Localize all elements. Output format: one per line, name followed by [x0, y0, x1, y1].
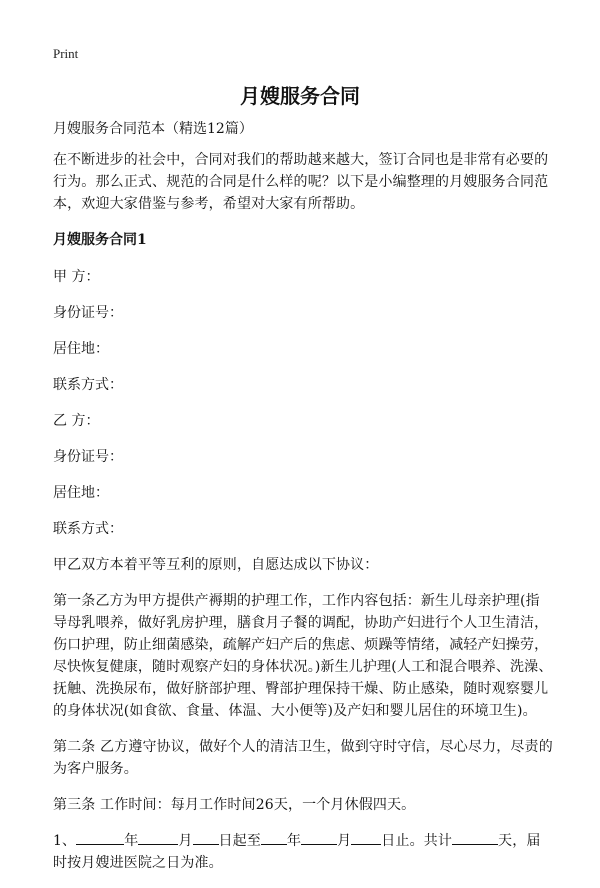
day-blank-1 [193, 830, 219, 845]
document-subtitle: 月嫂服务合同范本（精选12篇） [53, 121, 253, 137]
document-body [53, 118, 553, 888]
agreement-paragraph: 甲乙双方本着平等互利的原则，自愿达成以下协议： [53, 557, 379, 573]
clause-4-item-1 [53, 830, 553, 874]
total-days-blank [452, 830, 498, 845]
party-a-address-label: 居住地： [53, 341, 109, 357]
year-blank-2 [261, 830, 287, 845]
clause-3: 第三条 工作时间：每月工作时间26天，一个月休假四天。 [53, 797, 416, 813]
clause-2: 第二条 乙方遵守协议，做好个人的清洁卫生，做到守时守信，尽心尽力，尽责的为客户服务。 [53, 739, 553, 777]
month-blank-1 [138, 830, 178, 845]
section-heading: 月嫂服务合同1 [53, 232, 147, 248]
party-a-label: 甲 方： [53, 269, 100, 285]
party-b-contact-label: 联系方式： [53, 521, 123, 537]
month-label-2: 月 [337, 833, 352, 849]
day-from-label: 日起至 [218, 833, 261, 849]
year-label-1: 年 [124, 833, 139, 849]
intro-paragraph: 在不断进步的社会中，合同对我们的帮助越来越大，签订合同也是非常有必要的行为。那么正式、规范的合同是什么样的呢？以下是小编整理的月嫂服务合同范本，欢迎大家借鉴与参考，希望对大家有所帮助。 [53, 152, 549, 212]
month-label-1: 月 [178, 833, 193, 849]
days-tail-label: 天，届时按月嫂进医院之日为准。 [53, 833, 541, 871]
year-blank-1 [76, 830, 124, 845]
party-b-id-label: 身份证号： [53, 449, 123, 465]
year-label-2: 年 [286, 833, 302, 849]
party-b-label: 乙 方： [53, 413, 100, 429]
party-a-id-label: 身份证号： [53, 305, 123, 321]
party-a-contact-label: 联系方式： [53, 377, 123, 393]
clause-1: 第一条乙方为甲方提供产褥期的护理工作，工作内容包括：新生儿母亲护理(指导母乳喂养，做好乳房护理，膳食月子餐的调配，协助产妇进行个人卫生清洁，伤口护理，防止细菌感染，疏解产妇产后的焦虑、烦躁等情绪，减轻产妇操劳，尽快恢复健康，随时观察产妇的身体状况。)新生儿护理(人工和混合喂养、洗澡、抚触、洗换尿布，做好脐部护理、臀部护理保持干燥、防止感染，随时观察婴儿的身体状况(如食欲、食量、体温、大小便等)及产妇和婴儿居住的环境卫生)。 [53, 593, 553, 719]
print-link[interactable]: Print [53, 46, 79, 61]
month-blank-2 [301, 830, 337, 845]
party-b-address-label: 居住地： [53, 485, 109, 501]
item-number: 1、 [53, 833, 77, 849]
page-title: 月嫂服务合同 [240, 84, 360, 108]
day-blank-2 [351, 830, 381, 845]
day-end-label: 日止。共计 [381, 833, 453, 849]
